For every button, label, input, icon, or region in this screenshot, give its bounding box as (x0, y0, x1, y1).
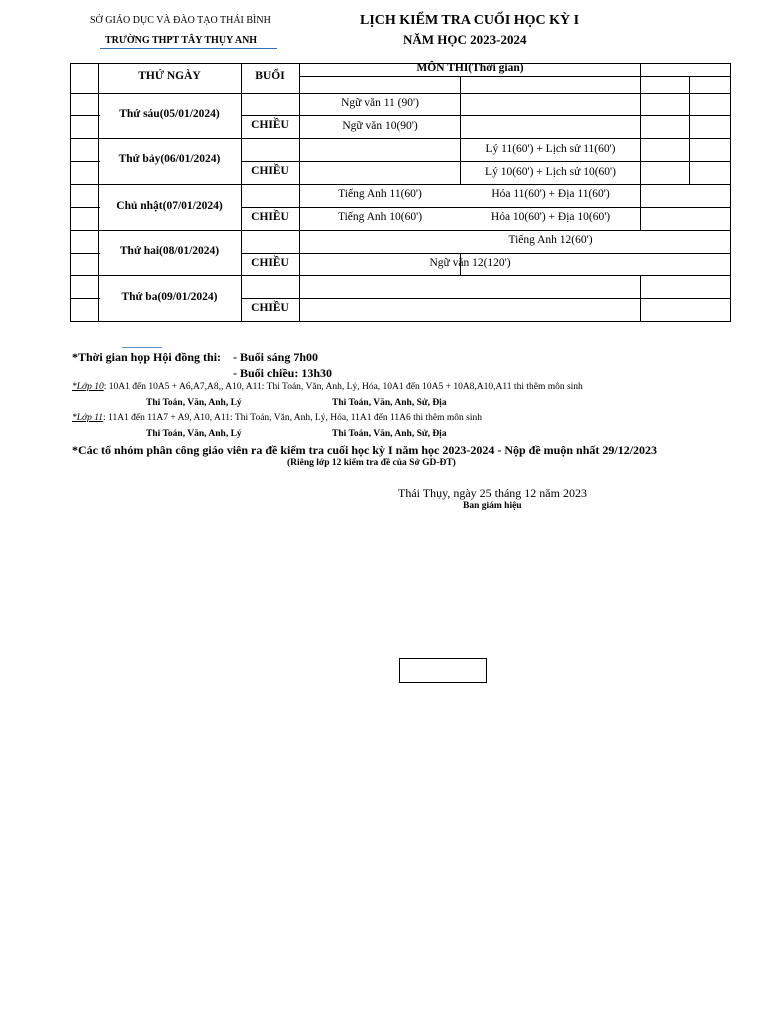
grade11-classes: : 11A1 đến 11A7 + A9, A10, A11: (103, 413, 233, 423)
grade11-subjects-a: Thi Toán, Văn, Anh, Lý (146, 429, 242, 439)
grade11-note (72, 413, 482, 423)
session-afternoon-2: CHIỀU (251, 165, 289, 177)
exam-cell: Hóa 10(60') + Địa 10(60') (490, 211, 611, 223)
session-afternoon-4: CHIỀU (251, 257, 289, 269)
signer-title: Ban giám hiệu (463, 501, 522, 511)
meeting-morning: - Buổi sáng 7h00 (233, 350, 319, 364)
day-label-4: Thứ hai(08/01/2024) (119, 245, 220, 257)
exam-cell: Ngữ văn 10(90') (342, 120, 418, 132)
grade11-subjects-b: Thi Toán, Văn, Anh, Sử, Địa (332, 429, 447, 439)
school-name: TRƯỜNG THPT TÂY THỤY ANH (105, 35, 258, 46)
exam-cell: Tiếng Anh 10(60') (337, 211, 423, 223)
exam-cell: Hóa 11(60') + Địa 11(60') (491, 188, 610, 200)
session-afternoon-1: CHIỀU (251, 119, 289, 131)
column-header-subject: MÔN THI(Thời gian) (416, 62, 524, 74)
grade10-classes: : 10A1 đến 10A5 + A6,A7,A8,, A10, A11: (103, 382, 265, 392)
exam-schedule-table (0, 0, 768, 330)
grade11-subjects: Thi Toán, Văn, Anh, Lý, Hóa, 11A1 đến 11A6 thi thêm môn sinh (234, 413, 483, 423)
meeting-label: *Thời gian họp Hội đồng thi: (72, 350, 222, 364)
grade10-subjects-a: Thi Toán, Văn, Anh, Lý (146, 398, 242, 408)
column-header-session: BUỔI (255, 70, 285, 82)
grade12-note: (Riêng lớp 12 kiểm tra đề của Sở GD-ĐT) (287, 458, 456, 468)
department-name: SỞ GIÁO DỤC VÀ ĐÀO TẠO THÁI BÌNH (90, 15, 271, 26)
blank-box (399, 658, 487, 683)
day-label-2: Thứ bảy(06/01/2024) (118, 153, 221, 165)
grade10-label: *Lớp 10 (72, 382, 104, 392)
place-date: Thái Thụy, ngày 25 tháng 12 năm 2023 (398, 486, 587, 500)
exam-cell: Lý 10(60') + Lịch sử 10(60') (485, 166, 616, 178)
exam-cell: Tiếng Anh 12(60') (508, 234, 593, 246)
meeting-afternoon: - Buổi chiều: 13h30 (233, 366, 333, 380)
decorative-mark (122, 347, 162, 348)
grade10-subjects-b: Thi Toán, Văn, Anh, Sử, Địa (332, 398, 447, 408)
exam-cell: Ngữ văn 11 (90') (341, 97, 419, 109)
day-label-5: Thứ ba(09/01/2024) (121, 291, 218, 303)
exam-cell: Ngữ văn 12(120') (429, 257, 511, 269)
grade11-label: *Lớp 11 (72, 413, 104, 423)
teacher-assignment-note: *Các tổ nhóm phân công giáo viên ra đề kiểm tra cuối học kỳ I năm học 2023-2024 - Nộp đề muộn nhất 29/12/2023 (72, 443, 658, 457)
document-title: LỊCH KIỂM TRA CUỐI HỌC KỲ I (360, 13, 580, 28)
column-header-day: THỨ NGÀY (138, 70, 201, 82)
grade10-subjects: Thi Toán, Văn, Anh, Lý, Hóa, 10A1 đến 10A5 + 10A8,A10,A11 thi thêm môn sinh (266, 382, 583, 392)
session-afternoon-3: CHIỀU (251, 211, 289, 223)
exam-cell: Lý 11(60') + Lịch sử 11(60') (485, 143, 616, 155)
day-label-3: Chủ nhật(07/01/2024) (116, 200, 223, 212)
school-year: NĂM HỌC 2023-2024 (403, 32, 527, 47)
exam-cell: Tiếng Anh 11(60') (338, 188, 422, 200)
day-label-1: Thứ sáu(05/01/2024) (119, 108, 220, 120)
grade10-note (72, 382, 583, 392)
session-afternoon-5: CHIỀU (251, 302, 289, 314)
